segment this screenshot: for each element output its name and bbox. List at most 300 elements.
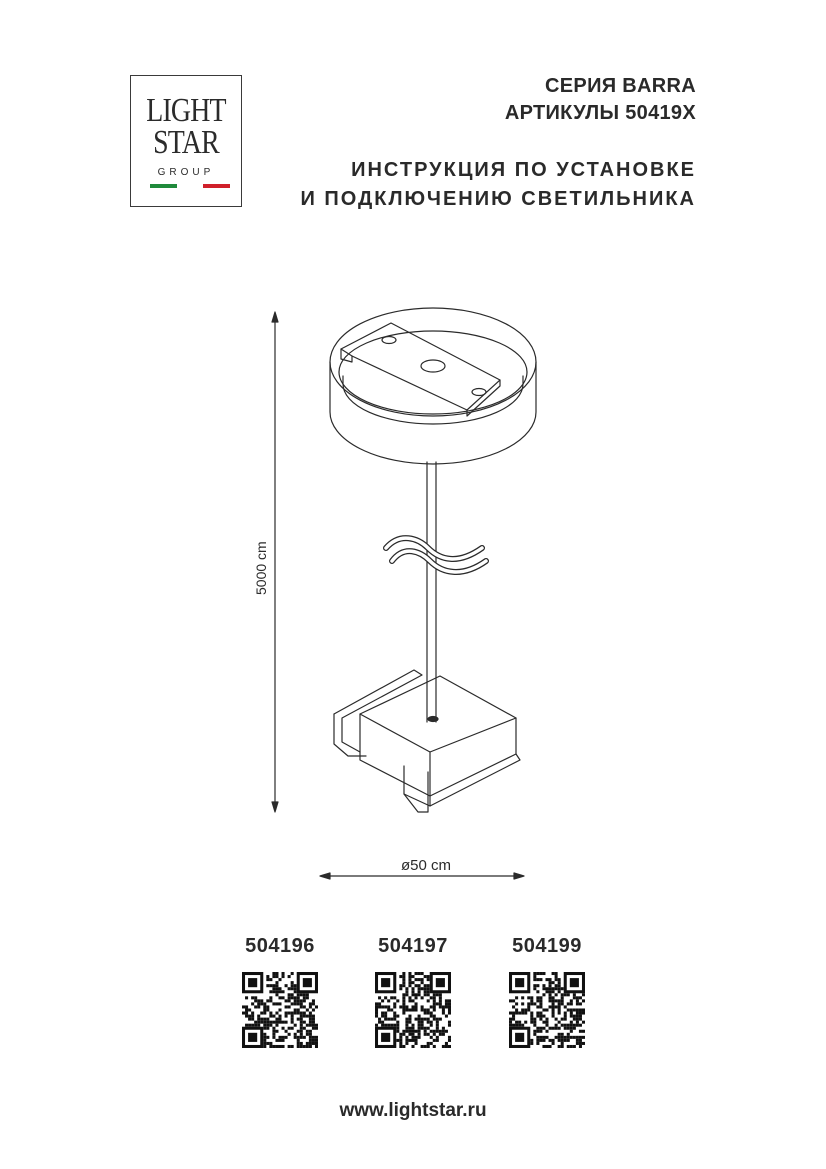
qr-module xyxy=(411,1036,414,1039)
qr-module xyxy=(573,1008,576,1011)
qr-module xyxy=(582,993,585,996)
qr-module xyxy=(411,999,414,1002)
qr-module xyxy=(564,1018,567,1021)
qr-module xyxy=(582,1012,585,1015)
qr-module xyxy=(445,1030,448,1033)
qr-module xyxy=(266,1018,269,1021)
qr-module xyxy=(402,1045,405,1048)
qr-module xyxy=(512,999,515,1002)
qr-module xyxy=(533,1033,536,1036)
qr-module xyxy=(282,1027,285,1030)
qr-module xyxy=(558,990,561,993)
qr-module xyxy=(275,993,278,996)
qr-module xyxy=(448,1002,451,1005)
qr-module xyxy=(421,996,424,999)
qr-module xyxy=(248,1024,251,1027)
qr-module xyxy=(415,1002,418,1005)
qr-module xyxy=(564,1012,567,1015)
qr-module xyxy=(275,1030,278,1033)
qr-module xyxy=(272,972,275,975)
qr-module xyxy=(448,1021,451,1024)
qr-module xyxy=(309,1036,312,1039)
qr-module xyxy=(375,1024,378,1027)
qr-module xyxy=(288,1005,291,1008)
qr-module xyxy=(399,1036,402,1039)
qr-module xyxy=(570,1024,573,1027)
qr-module xyxy=(552,1012,555,1015)
qr-module xyxy=(439,1033,442,1036)
qr-module xyxy=(263,1042,266,1045)
qr-module xyxy=(442,1033,445,1036)
qr-module xyxy=(402,1005,405,1008)
qr-module xyxy=(411,990,414,993)
logo-line-light: LIGHT xyxy=(146,92,226,129)
qr-module xyxy=(448,1005,451,1008)
qr-module xyxy=(518,1012,521,1015)
qr-module xyxy=(300,1030,303,1033)
qr-module xyxy=(269,999,272,1002)
qr-module xyxy=(393,1015,396,1018)
qr-module xyxy=(573,996,576,999)
qr-module xyxy=(266,1036,269,1039)
qr-module xyxy=(405,1005,408,1008)
qr-module xyxy=(269,978,272,981)
qr-module xyxy=(300,1036,303,1039)
qr-module xyxy=(521,1024,524,1027)
qr-module xyxy=(405,993,408,996)
qr-module xyxy=(582,1030,585,1033)
qr-module xyxy=(552,990,555,993)
qr-module xyxy=(384,1005,387,1008)
qr-module xyxy=(300,993,303,996)
qr-module xyxy=(291,1027,294,1030)
qr-module xyxy=(269,1042,272,1045)
qr-module xyxy=(433,1015,436,1018)
qr-module xyxy=(282,990,285,993)
qr-module xyxy=(384,1012,387,1015)
qr-module xyxy=(306,1015,309,1018)
qr-module xyxy=(530,996,533,999)
qr-module xyxy=(445,1042,448,1045)
qr-module xyxy=(384,1024,387,1027)
qr-module xyxy=(306,1024,309,1027)
qr-module xyxy=(448,1008,451,1011)
qr-module xyxy=(297,993,300,996)
qr-module xyxy=(515,1002,518,1005)
qr-module xyxy=(442,1012,445,1015)
qr-module xyxy=(576,1012,579,1015)
qr-module xyxy=(278,1039,281,1042)
qr-module xyxy=(245,1024,248,1027)
qr-module xyxy=(272,1021,275,1024)
diameter-label: ø50 cm xyxy=(400,857,452,874)
qr-module xyxy=(418,990,421,993)
qr-code-icon[interactable] xyxy=(242,972,318,1048)
qr-module xyxy=(260,1021,263,1024)
qr-module xyxy=(533,972,536,975)
qr-module xyxy=(561,1024,564,1027)
qr-module xyxy=(530,1021,533,1024)
qr-module xyxy=(539,1012,542,1015)
qr-module xyxy=(567,1045,570,1048)
qr-module xyxy=(411,987,414,990)
qr-module xyxy=(312,999,315,1002)
qr-module xyxy=(427,1012,430,1015)
qr-module xyxy=(266,1021,269,1024)
qr-module xyxy=(263,1045,266,1048)
qr-module xyxy=(278,990,281,993)
instruction-title-line2: И ПОДКЛЮЧЕНИЮ СВЕТИЛЬНИКА xyxy=(300,188,696,210)
qr-module xyxy=(402,1002,405,1005)
qr-module xyxy=(263,1024,266,1027)
qr-module xyxy=(402,1033,405,1036)
qr-module xyxy=(424,990,427,993)
qr-module xyxy=(405,1039,408,1042)
qr-module xyxy=(418,1027,421,1030)
qr-module xyxy=(579,1008,582,1011)
qr-module xyxy=(275,1024,278,1027)
product-code: 504196 xyxy=(245,935,315,957)
qr-module xyxy=(579,1012,582,1015)
qr-module xyxy=(266,978,269,981)
qr-module xyxy=(512,1018,515,1021)
qr-module xyxy=(405,1030,408,1033)
qr-module xyxy=(312,1042,315,1045)
qr-module xyxy=(384,1015,387,1018)
ring-lamp-head xyxy=(330,308,536,464)
qr-module xyxy=(309,1015,312,1018)
qr-module xyxy=(521,1008,524,1011)
qr-module xyxy=(266,1008,269,1011)
qr-module xyxy=(570,1027,573,1030)
qr-module xyxy=(424,1045,427,1048)
qr-module xyxy=(533,1021,536,1024)
qr-module xyxy=(266,1005,269,1008)
qr-module xyxy=(375,1008,378,1011)
qr-module xyxy=(439,1002,442,1005)
qr-module xyxy=(552,999,555,1002)
qr-module xyxy=(390,1024,393,1027)
qr-module xyxy=(297,1036,300,1039)
qr-module xyxy=(552,996,555,999)
qr-module xyxy=(294,999,297,1002)
qr-module xyxy=(545,1030,548,1033)
qr-module xyxy=(558,978,561,981)
qr-module xyxy=(564,1005,567,1008)
qr-module xyxy=(291,981,294,984)
qr-module xyxy=(433,993,436,996)
qr-finder xyxy=(248,978,257,987)
qr-module xyxy=(303,1015,306,1018)
qr-module xyxy=(263,1039,266,1042)
qr-module xyxy=(411,1024,414,1027)
qr-module xyxy=(436,1021,439,1024)
height-label: 5000 cm xyxy=(253,541,269,595)
qr-module xyxy=(436,1002,439,1005)
qr-module xyxy=(291,993,294,996)
qr-module xyxy=(424,1018,427,1021)
qr-module xyxy=(527,1002,530,1005)
qr-module xyxy=(576,1036,579,1039)
qr-module xyxy=(518,1021,521,1024)
qr-module xyxy=(427,990,430,993)
qr-module xyxy=(567,1027,570,1030)
qr-module xyxy=(421,1008,424,1011)
qr-module xyxy=(579,1024,582,1027)
qr-module xyxy=(558,1045,561,1048)
qr-module xyxy=(561,1045,564,1048)
qr-module xyxy=(399,1045,402,1048)
qr-module xyxy=(415,978,418,981)
qr-module xyxy=(272,1045,275,1048)
qr-module xyxy=(561,1039,564,1042)
qr-module xyxy=(558,987,561,990)
qr-module xyxy=(427,993,430,996)
qr-module xyxy=(251,996,254,999)
qr-module xyxy=(576,1039,579,1042)
qr-module xyxy=(558,1027,561,1030)
qr-module xyxy=(272,990,275,993)
qr-module xyxy=(536,1039,539,1042)
qr-module xyxy=(306,1033,309,1036)
qr-module xyxy=(561,993,564,996)
qr-module xyxy=(570,1030,573,1033)
qr-module xyxy=(558,1039,561,1042)
qr-module xyxy=(549,993,552,996)
qr-module xyxy=(545,987,548,990)
qr-module xyxy=(275,975,278,978)
qr-module xyxy=(387,999,390,1002)
qr-module xyxy=(542,1015,545,1018)
qr-module xyxy=(411,1045,414,1048)
qr-module xyxy=(415,1008,418,1011)
qr-module xyxy=(297,1012,300,1015)
qr-module xyxy=(521,1002,524,1005)
qr-module xyxy=(402,996,405,999)
qr-module xyxy=(300,1012,303,1015)
qr-module xyxy=(539,996,542,999)
qr-module xyxy=(448,1045,451,1048)
qr-module xyxy=(411,993,414,996)
qr-module xyxy=(418,1015,421,1018)
qr-module xyxy=(570,1002,573,1005)
qr-module xyxy=(509,1012,512,1015)
qr-module xyxy=(266,999,269,1002)
qr-module xyxy=(282,1036,285,1039)
qr-module xyxy=(291,1018,294,1021)
qr-module xyxy=(378,1021,381,1024)
qr-module xyxy=(433,1008,436,1011)
qr-code-icon[interactable] xyxy=(375,972,451,1048)
qr-module xyxy=(306,1030,309,1033)
qr-module xyxy=(421,1021,424,1024)
qr-module xyxy=(297,1045,300,1048)
qr-module xyxy=(275,990,278,993)
qr-module xyxy=(545,978,548,981)
qr-module xyxy=(260,999,263,1002)
qr-module xyxy=(427,978,430,981)
qr-module xyxy=(558,999,561,1002)
logo-line-group: GROUP xyxy=(157,167,215,178)
product-code: 504197 xyxy=(378,935,448,957)
qr-module xyxy=(436,1030,439,1033)
qr-module xyxy=(542,1021,545,1024)
qr-module xyxy=(275,1012,278,1015)
qr-module xyxy=(275,981,278,984)
qr-module xyxy=(570,1045,573,1048)
qr-module xyxy=(549,978,552,981)
website-link[interactable]: www.lightstar.ru xyxy=(339,1100,487,1121)
qr-module xyxy=(312,1039,315,1042)
qr-module xyxy=(430,996,433,999)
qr-module xyxy=(300,1024,303,1027)
qr-module xyxy=(300,1042,303,1045)
qr-module xyxy=(515,1021,518,1024)
qr-module xyxy=(427,1021,430,1024)
qr-module xyxy=(436,1027,439,1030)
qr-module xyxy=(439,1005,442,1008)
qr-module xyxy=(418,1024,421,1027)
qr-module xyxy=(257,1024,260,1027)
qr-module xyxy=(278,996,281,999)
qr-module xyxy=(303,1021,306,1024)
qr-module xyxy=(309,1012,312,1015)
qr-module xyxy=(542,1045,545,1048)
qr-module xyxy=(555,1036,558,1039)
qr-module xyxy=(285,1015,288,1018)
qr-module xyxy=(536,1012,539,1015)
qr-module xyxy=(564,1024,567,1027)
qr-code-icon[interactable] xyxy=(509,972,585,1048)
qr-module xyxy=(582,1042,585,1045)
qr-module xyxy=(309,1030,312,1033)
qr-module xyxy=(542,993,545,996)
qr-module xyxy=(393,1002,396,1005)
qr-module xyxy=(269,984,272,987)
qr-module xyxy=(378,1018,381,1021)
qr-module xyxy=(315,1027,318,1030)
qr-module xyxy=(433,1033,436,1036)
qr-module xyxy=(524,1012,527,1015)
qr-module xyxy=(536,1042,539,1045)
qr-module xyxy=(549,990,552,993)
qr-module xyxy=(300,1027,303,1030)
qr-module xyxy=(405,987,408,990)
qr-module xyxy=(248,1008,251,1011)
qr-module xyxy=(411,1039,414,1042)
qr-module xyxy=(288,1045,291,1048)
qr-module xyxy=(275,1002,278,1005)
qr-module xyxy=(387,1005,390,1008)
qr-module xyxy=(303,1027,306,1030)
qr-module xyxy=(421,972,424,975)
qr-module xyxy=(533,1030,536,1033)
suspension-cable xyxy=(386,462,486,722)
qr-module xyxy=(545,1008,548,1011)
qr-module xyxy=(445,1045,448,1048)
qr-module xyxy=(415,1018,418,1021)
qr-module xyxy=(375,1012,378,1015)
qr-module xyxy=(309,1039,312,1042)
qr-module xyxy=(315,1039,318,1042)
qr-module xyxy=(272,987,275,990)
qr-module xyxy=(251,1002,254,1005)
qr-module xyxy=(579,996,582,999)
qr-module xyxy=(402,993,405,996)
qr-module xyxy=(567,1002,570,1005)
diameter-dimension xyxy=(320,857,524,879)
qr-module xyxy=(424,984,427,987)
qr-module xyxy=(521,996,524,999)
qr-module xyxy=(536,990,539,993)
qr-module xyxy=(282,975,285,978)
qr-module xyxy=(448,1024,451,1027)
qr-module xyxy=(390,996,393,999)
qr-module xyxy=(561,1018,564,1021)
qr-module xyxy=(430,1024,433,1027)
qr-module xyxy=(263,1018,266,1021)
qr-module xyxy=(381,1012,384,1015)
qr-module xyxy=(309,1042,312,1045)
qr-module xyxy=(427,987,430,990)
qr-module xyxy=(291,1012,294,1015)
qr-module xyxy=(275,987,278,990)
qr-module xyxy=(315,1042,318,1045)
qr-module xyxy=(564,1015,567,1018)
qr-module xyxy=(312,1036,315,1039)
qr-module xyxy=(552,1027,555,1030)
qr-module xyxy=(251,1024,254,1027)
qr-module xyxy=(309,1005,312,1008)
qr-module xyxy=(309,1045,312,1048)
instruction-title-line1: ИНСТРУКЦИЯ ПО УСТАНОВКЕ xyxy=(351,159,696,181)
qr-module xyxy=(539,978,542,981)
qr-module xyxy=(306,1008,309,1011)
qr-module xyxy=(552,1002,555,1005)
qr-module xyxy=(427,1018,430,1021)
qr-module xyxy=(424,1027,427,1030)
qr-module xyxy=(512,1012,515,1015)
qr-module xyxy=(558,981,561,984)
qr-module xyxy=(539,1015,542,1018)
qr-module xyxy=(436,1039,439,1042)
qr-module xyxy=(375,1002,378,1005)
qr-module xyxy=(393,1018,396,1021)
qr-module xyxy=(430,1012,433,1015)
qr-module xyxy=(242,1005,245,1008)
qr-module xyxy=(309,1024,312,1027)
qr-module xyxy=(430,1021,433,1024)
qr-module xyxy=(285,1005,288,1008)
qr-module xyxy=(245,1008,248,1011)
qr-module xyxy=(518,1024,521,1027)
qr-module xyxy=(300,1021,303,1024)
qr-module xyxy=(415,984,418,987)
qr-module xyxy=(573,1027,576,1030)
qr-module xyxy=(285,1030,288,1033)
qr-module xyxy=(288,1012,291,1015)
qr-module xyxy=(282,1021,285,1024)
qr-module xyxy=(415,1030,418,1033)
qr-module xyxy=(263,1002,266,1005)
qr-module xyxy=(272,1036,275,1039)
qr-module xyxy=(405,1027,408,1030)
qr-module xyxy=(561,1036,564,1039)
qr-module xyxy=(312,1015,315,1018)
qr-module xyxy=(291,1015,294,1018)
qr-module xyxy=(427,1042,430,1045)
qr-module xyxy=(263,1012,266,1015)
